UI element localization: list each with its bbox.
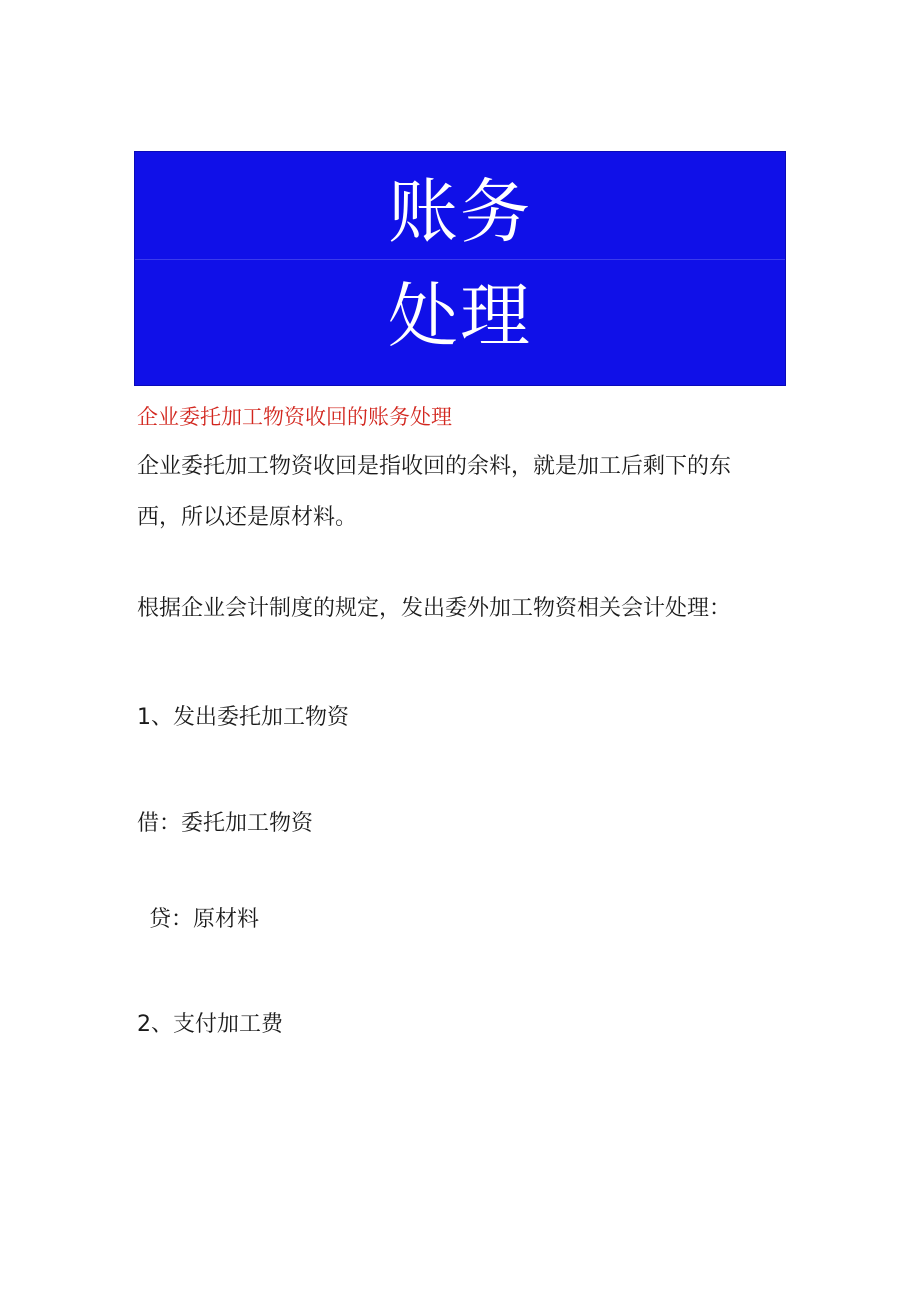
step-1-heading: 1、发出委托加工物资 bbox=[137, 705, 349, 730]
banner-title-line-1: 账务 bbox=[388, 171, 532, 253]
credit-entry: 贷：原材料 bbox=[149, 907, 260, 932]
section-subtitle: 企业委托加工物资收回的账务处理 bbox=[137, 405, 452, 429]
step-2-heading: 2、支付加工费 bbox=[137, 1012, 283, 1037]
debit-entry: 借：委托加工物资 bbox=[137, 811, 314, 836]
intro-paragraph-line-1: 企业委托加工物资收回是指收回的余料，就是加工后剩下的东 bbox=[137, 454, 732, 479]
banner-title-line-2: 处理 bbox=[388, 275, 532, 357]
rule-paragraph: 根据企业会计制度的规定，发出委外加工物资相关会计处理： bbox=[137, 596, 732, 621]
banner-divider bbox=[135, 259, 785, 260]
intro-paragraph-line-2: 西，所以还是原材料。 bbox=[137, 505, 358, 530]
title-banner bbox=[134, 151, 786, 386]
